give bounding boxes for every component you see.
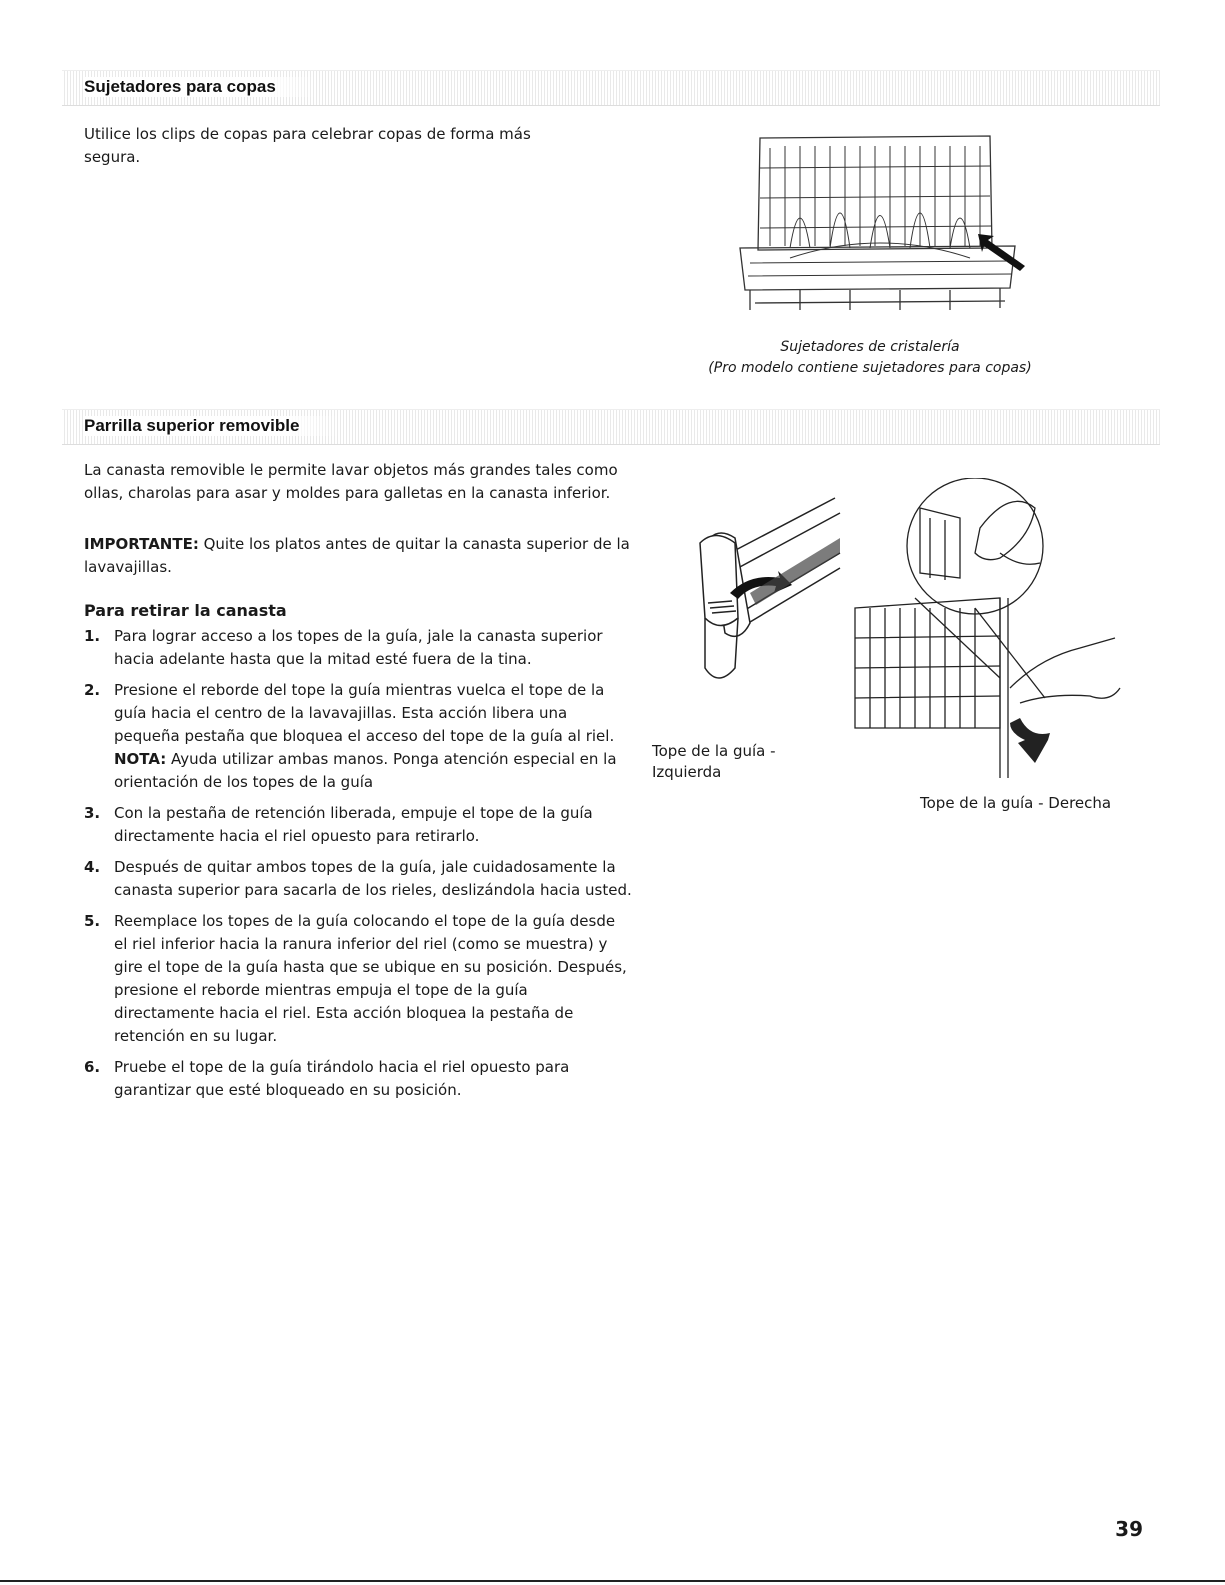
guide-stop-left-illustration xyxy=(690,493,850,688)
list-item xyxy=(84,679,632,794)
guide-stop-right-illustration xyxy=(850,478,1130,778)
important-text: Quite los platos antes de quitar la canasta superior de la lavavajillas. xyxy=(84,535,630,576)
steps-list xyxy=(84,625,632,1110)
guide-stop-right-caption: Tope de la guía - Derecha xyxy=(920,794,1112,812)
step-text: Reemplace los topes de la guía colocando el tope de la guía desde el riel inferior hacia la ranura inferior del riel (como se muestra) y gire el tope de la guía hasta que se ubique en su posición. Después, presione el reborde mientras empuja el tope de la guía directamente hacia el riel. Esta acción bloquea la pestaña de retención en su lugar. xyxy=(114,912,627,1045)
list-item xyxy=(84,625,632,671)
step-text: Después de quitar ambos topes de la guía, jale cuidadosamente la canasta superior para sacarla de los rieles, deslizándola hacia usted. xyxy=(114,858,632,899)
list-item xyxy=(84,910,632,1048)
step-number: 1. xyxy=(84,627,101,645)
list-item xyxy=(84,802,632,848)
important-note xyxy=(84,533,632,579)
step-text: Con la pestaña de retención liberada, empuje el tope de la guía directamente hacia el riel opuesto para retirarlo. xyxy=(114,804,593,845)
bottom-rule xyxy=(0,1580,1225,1582)
guide-stop-left-caption: Tope de la guía - Izquierda xyxy=(652,742,776,781)
section-title-removable-rack: Parrilla superior removible xyxy=(84,416,339,436)
page-number: 39 xyxy=(1115,1517,1143,1541)
list-item xyxy=(84,1056,632,1102)
arrow-icon xyxy=(1010,718,1050,763)
glass-holders-body: Utilice los clips de copas para celebrar copas de forma más segura. xyxy=(84,125,531,166)
step-text: Presione el reborde del tope la guía mientras vuelca el tope de la guía hacia el centro de la lavavajillas. Esta acción libera una pequeña pestaña que bloquea el acceso del tope de la guía al riel. xyxy=(114,681,615,745)
glass-holders-caption-2: (Pro modelo contiene sujetadores para copas) xyxy=(708,360,1032,376)
step-note xyxy=(114,748,632,794)
section-header-bar xyxy=(62,409,1160,445)
section-title-glass-holders: Sujetadores para copas xyxy=(84,77,316,97)
remove-rack-subheading: Para retirar la canasta xyxy=(84,601,287,620)
list-item xyxy=(84,856,632,902)
step-number: 3. xyxy=(84,804,101,822)
glass-holders-caption-1: Sujetadores de cristalería xyxy=(780,339,960,355)
step-number: 4. xyxy=(84,858,101,876)
arrow-icon xyxy=(978,234,1025,271)
step-text: Pruebe el tope de la guía tirándolo hacia el riel opuesto para garantizar que esté bloqueado en su posición. xyxy=(114,1058,570,1099)
step-number: 6. xyxy=(84,1058,101,1076)
note-label: NOTA: xyxy=(114,750,167,768)
removable-rack-intro: La canasta removible le permite lavar objetos más grandes tales como ollas, charolas para asar y moldes para galletas en la canasta inferior. xyxy=(84,461,618,502)
dish-rack-illustration xyxy=(730,128,1040,318)
step-text: Para lograr acceso a los topes de la guía, jale la canasta superior hacia adelante hasta que la mitad esté fuera de la tina. xyxy=(114,627,603,668)
important-label: IMPORTANTE: xyxy=(84,535,199,553)
note-text: Ayuda utilizar ambas manos. Ponga atención especial en la orientación de los topes de la guía xyxy=(114,750,617,791)
step-number: 2. xyxy=(84,681,101,699)
step-number: 5. xyxy=(84,912,101,930)
section-header-bar xyxy=(62,70,1160,106)
